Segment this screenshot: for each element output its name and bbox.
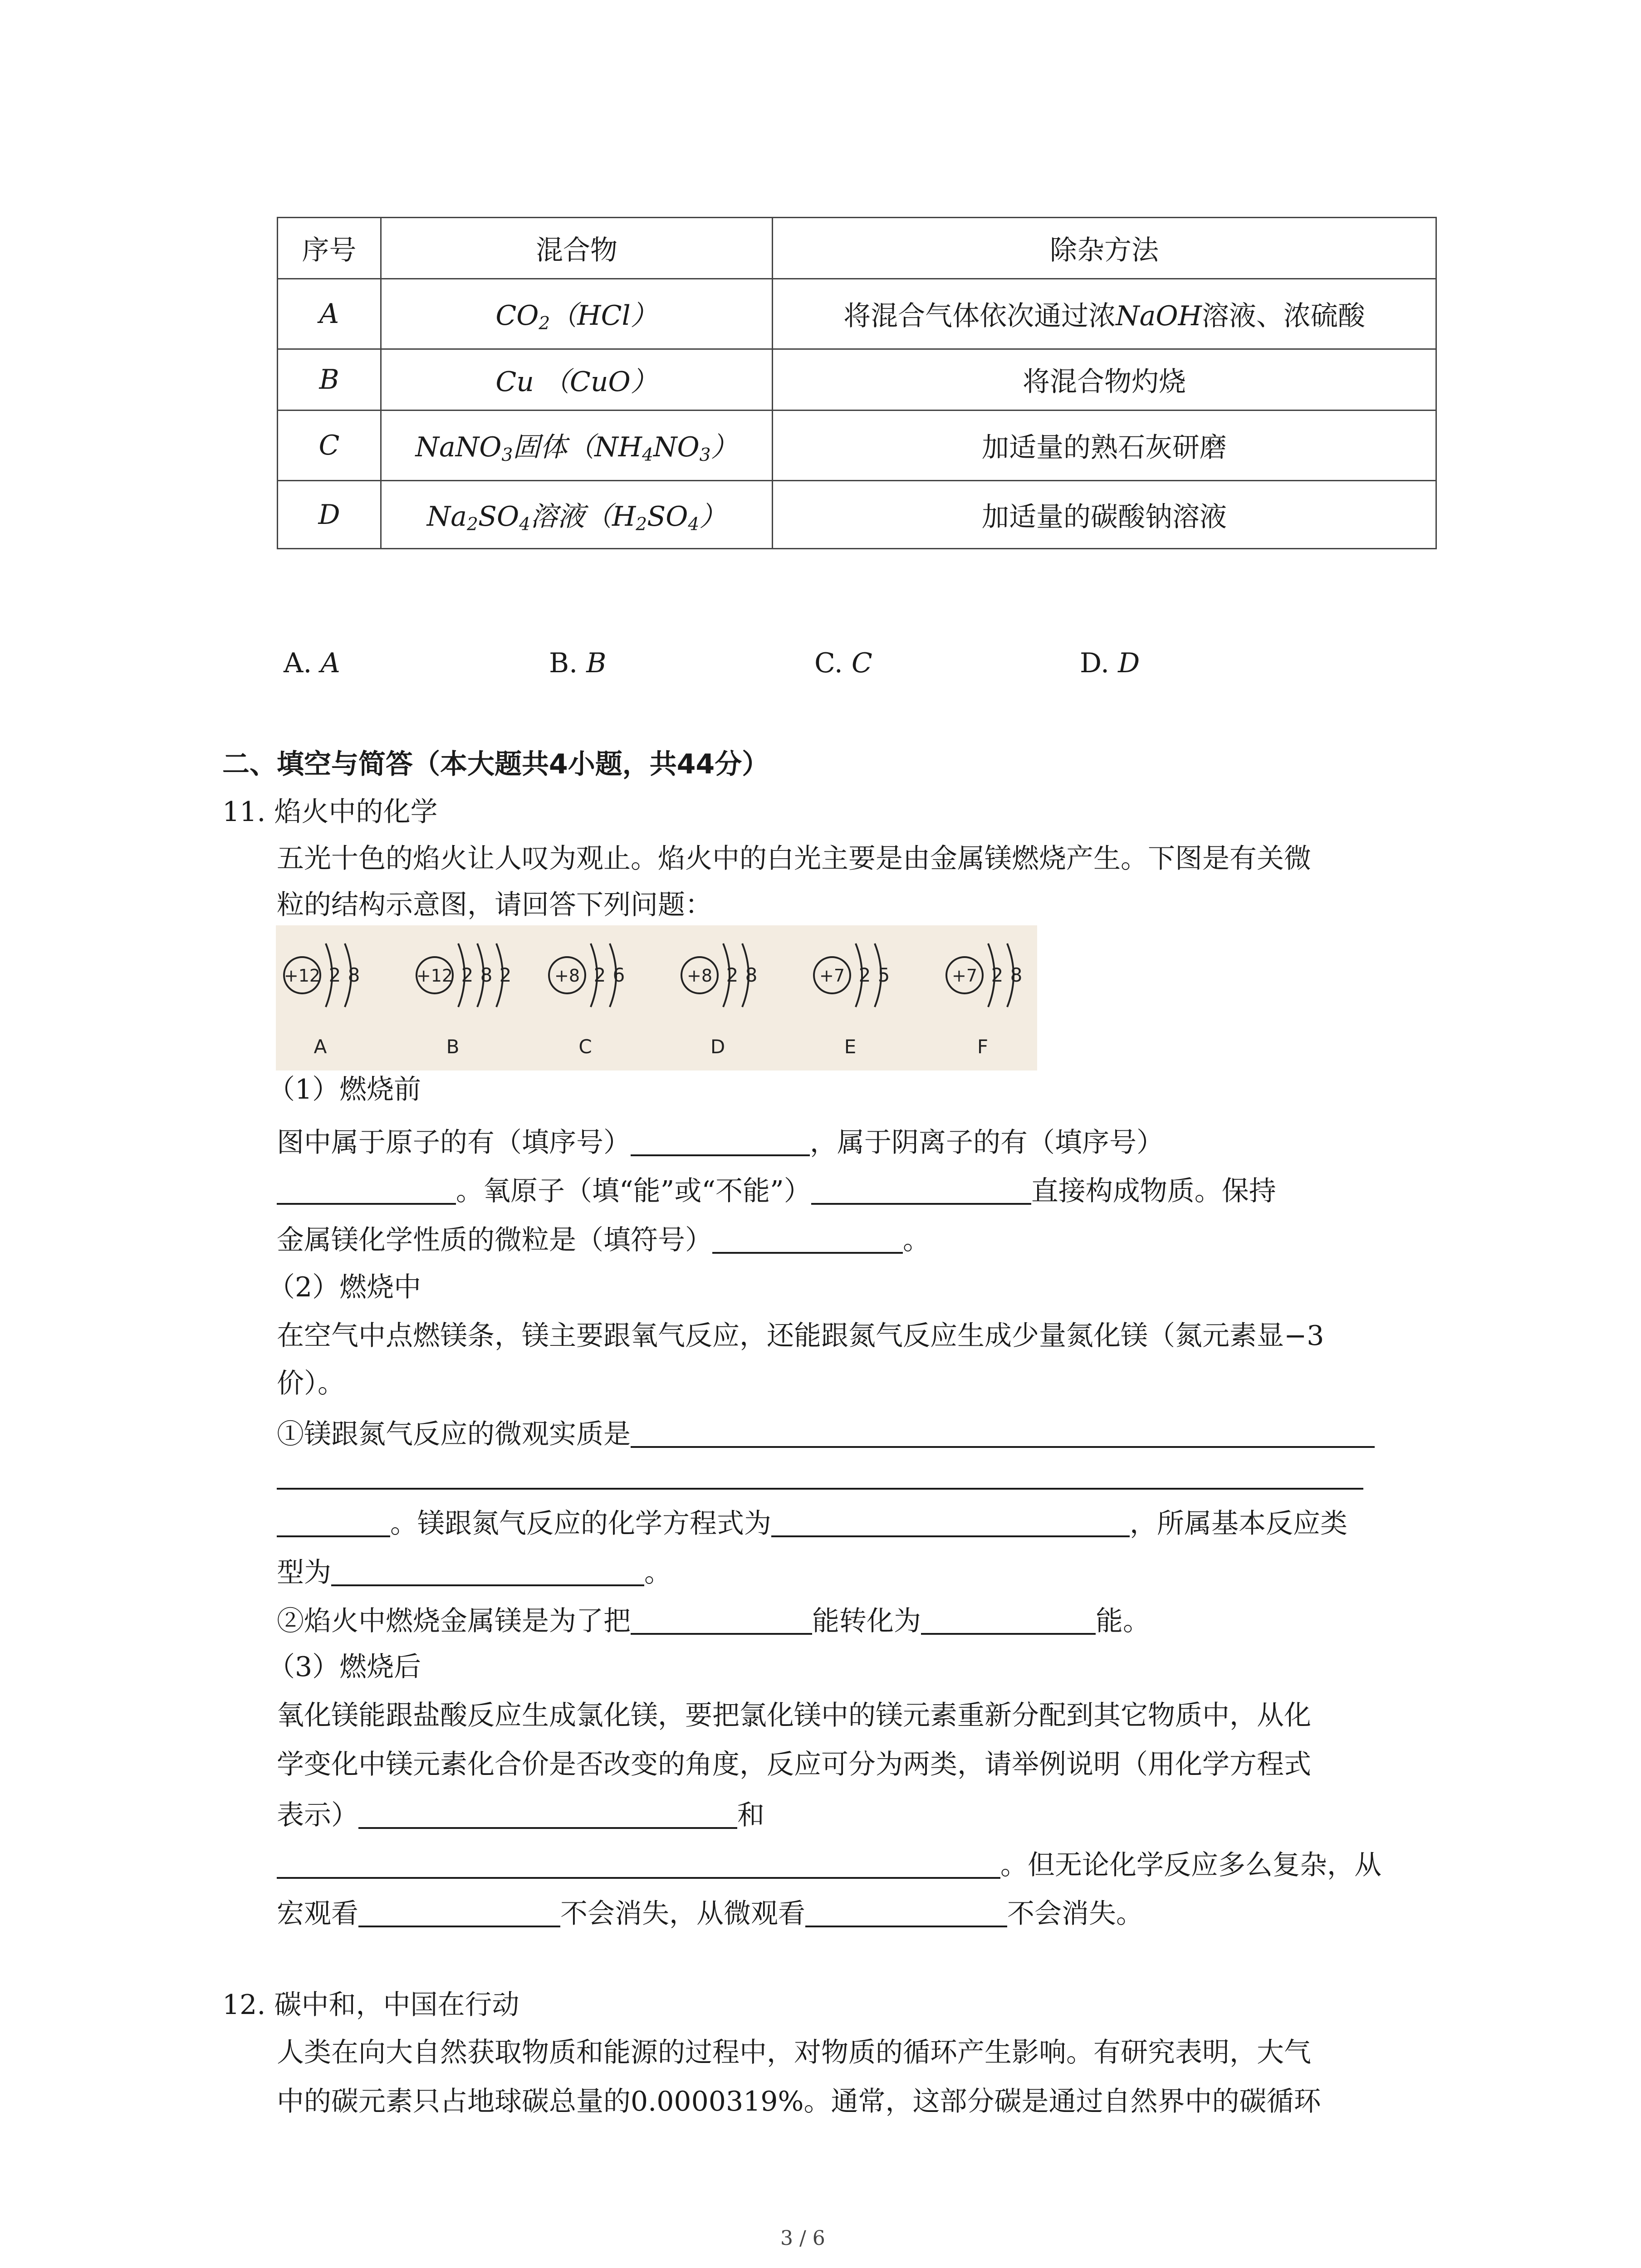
text: 不会消失。 <box>1007 1898 1143 1930</box>
nucleus-charge: +12 <box>416 966 453 986</box>
q11-part3-line <box>277 1898 1143 1930</box>
answer-blank-reaction-type[interactable] <box>331 1557 644 1586</box>
answer-blank-micro[interactable] <box>805 1898 1007 1927</box>
text: 宏观看 <box>277 1898 358 1930</box>
particle-label: B <box>446 1036 460 1058</box>
electron-count: 8 <box>480 964 493 986</box>
particle-label: A <box>314 1036 327 1058</box>
q11-part2-title: （2）燃烧中 <box>268 1271 421 1303</box>
option-value: C <box>851 647 872 679</box>
row-method: 将混合物灼烧 <box>773 349 1436 411</box>
mixture-table <box>277 217 1437 549</box>
row-id: B <box>278 349 381 411</box>
question-12-title: 12. 碳中和，中国在行动 <box>222 1989 519 2021</box>
row-mixture: $Na_2SO_4$溶液$(H_2SO_4)$ <box>381 481 773 549</box>
q11-intro-line: 五光十色的焰火让人叹为观止。焰火中的白光主要是由金属镁燃烧产生。下图是有关微 <box>277 843 1311 875</box>
particle-d <box>681 943 757 1058</box>
particle-f <box>946 943 1022 1058</box>
text: 。 <box>903 1224 930 1256</box>
q11-intro-line: 粒的结构示意图，请回答下列问题： <box>277 889 712 921</box>
text: ②焰火中燃烧金属镁是为了把 <box>277 1605 631 1637</box>
q11-part2-line <box>277 1508 1347 1540</box>
answer-blank-equation[interactable] <box>771 1508 1130 1537</box>
particle-c <box>549 943 625 1058</box>
option-c[interactable] <box>814 647 872 679</box>
particle-label: D <box>710 1036 725 1058</box>
text: 。 <box>644 1557 671 1589</box>
text: 型为 <box>277 1557 331 1589</box>
page-number: 3 / 6 <box>780 2227 825 2250</box>
nucleus-charge: +7 <box>951 966 978 986</box>
electron-count: 2 <box>726 964 739 986</box>
option-label: C. <box>814 647 843 679</box>
q11-part3-title: （3）燃烧后 <box>268 1651 421 1683</box>
particle-label: C <box>578 1036 592 1058</box>
text: 金属镁化学性质的微粒是（填符号） <box>277 1224 712 1256</box>
answer-blank-macro[interactable] <box>358 1898 560 1927</box>
electron-count: 8 <box>745 964 758 986</box>
table-row <box>278 279 1436 349</box>
question-11-title: 11. 焰火中的化学 <box>222 796 438 828</box>
q11-part2-line <box>277 1606 1150 1635</box>
option-d[interactable] <box>1080 647 1140 679</box>
method-formula: NaOH <box>1116 300 1202 332</box>
q12-line: 人类在向大自然获取物质和能源的过程中，对物质的循环产生影响。有研究表明，大气 <box>277 2037 1311 2068</box>
text: 图中属于原子的有（填序号） <box>277 1127 631 1158</box>
q11-part2-line <box>277 1557 671 1589</box>
text: 不会消失，从微观看 <box>560 1898 805 1930</box>
q11-part1-line <box>277 1127 1164 1156</box>
method-text: 将混合气体依次通过浓 <box>843 300 1116 332</box>
text: 表示） <box>277 1799 358 1831</box>
text: ，所属基本反应类 <box>1130 1508 1347 1540</box>
answer-blank-micro-essence-cont[interactable] <box>277 1461 1363 1490</box>
option-label: A. <box>284 647 312 679</box>
answer-blank-energy-to[interactable] <box>921 1606 1096 1635</box>
q12-line: 中的碳元素只占地球碳总量的0.0000319%。通常，这部分碳是通过自然界中的碳循环 <box>277 2086 1321 2117</box>
answer-blank-mg-particle[interactable] <box>712 1225 903 1254</box>
q11-part3-line: 学变化中镁元素化合价是否改变的角度，反应可分为两类，请举例说明（用化学方程式 <box>277 1749 1311 1780</box>
row-method: 加适量的熟石灰研磨 <box>773 411 1436 481</box>
electron-count: 2 <box>499 964 512 986</box>
atomic-structure-svg <box>276 925 1037 1070</box>
nucleus-charge: +12 <box>284 966 321 986</box>
row-method <box>773 279 1436 349</box>
table-row <box>278 411 1436 481</box>
row-method: 加适量的碳酸钠溶液 <box>773 481 1436 549</box>
text: 。镁跟氮气反应的化学方程式为 <box>390 1508 771 1540</box>
atomic-structure-figure <box>276 925 1037 1070</box>
q11-part2-line: 价）。 <box>277 1368 345 1399</box>
answer-blank-equation-2[interactable] <box>277 1850 1000 1879</box>
particle-b <box>416 943 511 1058</box>
option-value: A <box>320 647 340 679</box>
option-b[interactable] <box>549 647 607 679</box>
electron-count: 2 <box>461 964 474 986</box>
answer-blank-micro-essence-end[interactable] <box>277 1508 390 1537</box>
row-id: D <box>278 481 381 549</box>
answer-blank-equation-1[interactable] <box>358 1800 737 1829</box>
text: 和 <box>737 1799 764 1831</box>
option-label: B. <box>549 647 578 679</box>
answer-blank-anions[interactable] <box>277 1176 456 1205</box>
q11-part3-line <box>277 1800 764 1829</box>
option-value: B <box>586 647 607 679</box>
q11-part2-line: 在空气中点燃镁条，镁主要跟氧气反应，还能跟氮气反应生成少量氮化镁（氮元素显−3 <box>277 1320 1324 1352</box>
row-mixture: NaNO$_3$固体$(NH_4NO_3)$ <box>381 411 773 481</box>
section-heading: 二、填空与简答（本大题共4小题，共44分） <box>222 748 769 780</box>
text: ，属于阴离子的有（填序号） <box>810 1127 1164 1158</box>
row-id: A <box>278 279 381 349</box>
header-cell: 除杂方法 <box>773 218 1436 279</box>
q11-part1-title: （1）燃烧前 <box>268 1074 421 1105</box>
answer-blank-micro-essence[interactable] <box>631 1419 1375 1448</box>
nucleus-charge: +7 <box>819 966 845 986</box>
electron-count: 8 <box>348 964 360 986</box>
particle-a <box>284 943 360 1058</box>
q11-part1-line <box>277 1225 930 1254</box>
particle-label: E <box>844 1036 857 1058</box>
row-id: C <box>278 411 381 481</box>
electron-count: 2 <box>858 964 871 986</box>
option-label: D. <box>1080 647 1110 679</box>
answer-blank-energy-from[interactable] <box>631 1606 812 1635</box>
electron-count: 8 <box>1010 964 1023 986</box>
header-cell: 混合物 <box>381 218 773 279</box>
option-a[interactable] <box>284 647 340 679</box>
nucleus-charge: +8 <box>686 966 713 986</box>
electron-count: 6 <box>612 964 625 986</box>
q11-part3-line <box>277 1850 1381 1879</box>
header-cell: 序号 <box>278 218 381 279</box>
method-text: 溶液、浓硫酸 <box>1201 300 1365 332</box>
electron-count: 5 <box>877 964 890 986</box>
row-mixture: Cu （CuO） <box>381 349 773 411</box>
answer-blank-atoms[interactable] <box>631 1127 810 1156</box>
option-value: D <box>1118 647 1140 679</box>
particle-e <box>814 943 890 1058</box>
q11-part1-line <box>277 1176 1276 1205</box>
table-row <box>278 349 1436 411</box>
particle-label: F <box>977 1036 989 1058</box>
answer-blank-oxygen-atom[interactable] <box>811 1176 1031 1205</box>
table-header-row <box>278 218 1436 279</box>
nucleus-charge: +8 <box>554 966 580 986</box>
text: 能转化为 <box>812 1605 921 1637</box>
text: 直接构成物质。保持 <box>1031 1175 1276 1207</box>
electron-count: 2 <box>991 964 1004 986</box>
text: ①镁跟氮气反应的微观实质是 <box>277 1418 631 1450</box>
text: 。但无论化学反应多么复杂，从 <box>1000 1849 1381 1881</box>
row-mixture: $CO_2(HCl)$ <box>381 279 773 349</box>
q11-part3-line: 氧化镁能跟盐酸反应生成氯化镁，要把氯化镁中的镁元素重新分配到其它物质中，从化 <box>277 1700 1311 1731</box>
electron-count: 2 <box>593 964 606 986</box>
text: 能。 <box>1096 1605 1150 1637</box>
q11-part2-line <box>277 1419 1375 1448</box>
text: 。氧原子（填“能”或“不能”） <box>456 1175 811 1207</box>
electron-count: 2 <box>328 964 341 986</box>
table-row <box>278 481 1436 549</box>
